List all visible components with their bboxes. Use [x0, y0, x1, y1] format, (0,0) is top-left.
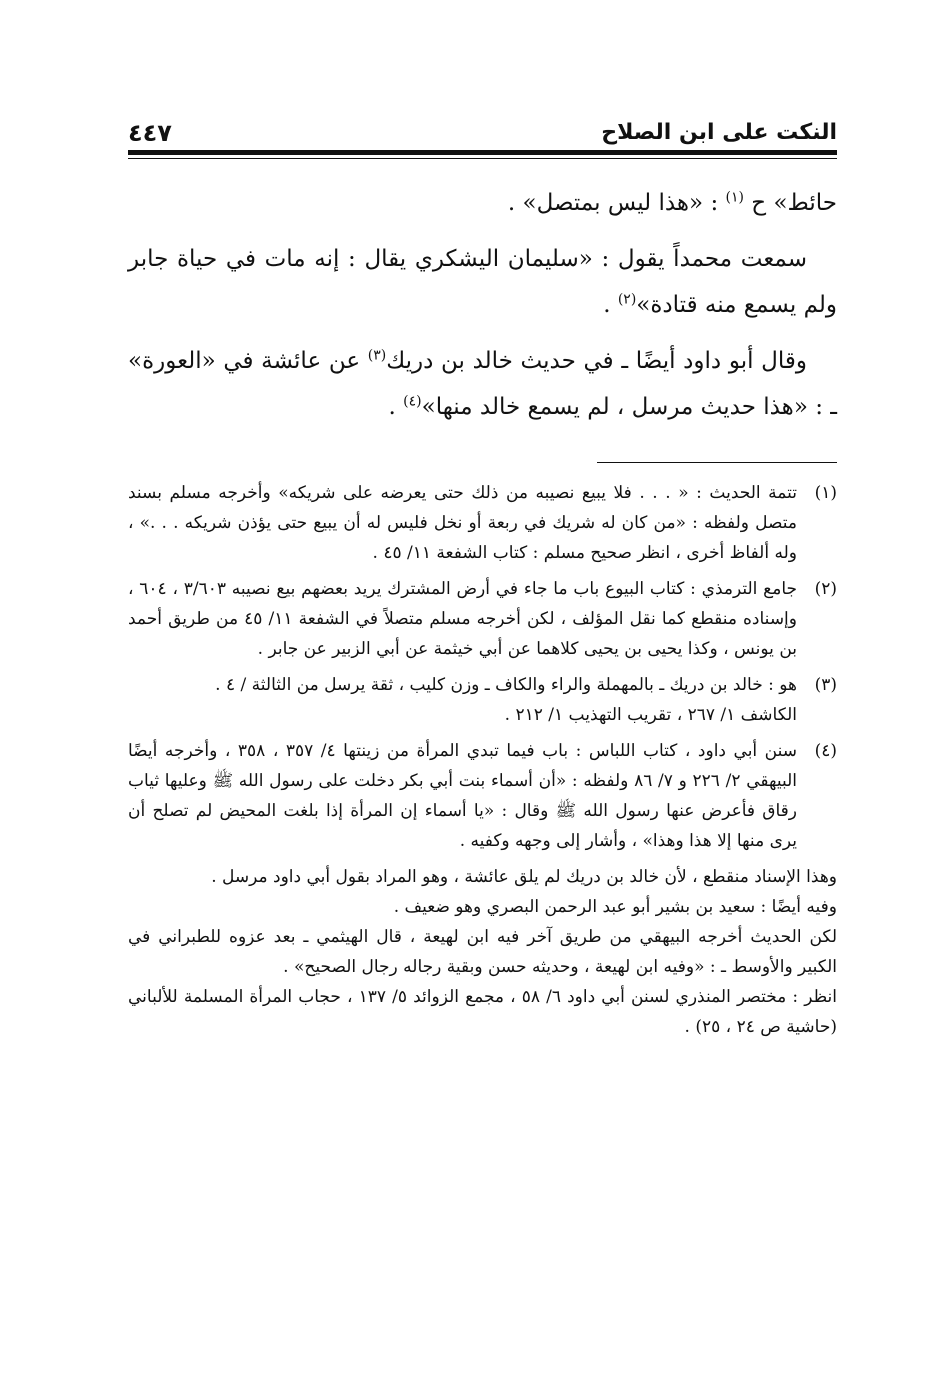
footnote-3 [128, 670, 837, 730]
page-number: ٤٤٧ [128, 119, 172, 147]
paragraph-2-text: سمعت محمداً يقول : «سليمان اليشكري يقال : إنه مات في حياة جابر ولم يسمع منه قتادة» [128, 246, 837, 318]
main-text [128, 180, 837, 440]
footnote-ref-1: (١) [725, 189, 744, 206]
footnote-ref-3: (٣) [367, 347, 387, 364]
continuation-line-2: وفيه أيضًا : سعيد بن بشير أبو عبد الرحمن البصري وهو ضعيف . [393, 897, 837, 917]
footnote-text-line-1: هو : خالد بن دريك ـ بالمهملة والراء والكاف ـ وزن كليب ، ثقة يرسل من الثالثة / ٤ . [215, 675, 797, 695]
paragraph-3-text-end: . [388, 394, 404, 420]
header-rule-thick [128, 150, 837, 155]
footnote-text: تتمة الحديث : « . . . فلا يبيع نصيبه من ذلك حتى يعرضه على شريكه» وأخرجه مسلم بسند متصل ولفظه : «من كان له شريك في ربعة أو نخل فليس له أن يبيع حتى يؤذن شريكه . . .» ، وله ألفاظ أخرى ، انظر صحيح مسلم : كتاب الشفعة ١١/ ٤٥ . [128, 483, 797, 563]
page-header [128, 108, 837, 148]
paragraph-3 [128, 338, 837, 430]
continuation-line-3: لكن الحديث أخرجه البيهقي من طريق آخر فيه ابن لهيعة ، قال الهيثمي ـ بعد عزوه للطبراني في الكبير والأوسط ـ : «وفيه ابن لهيعة ، وحديثه حسن وبقية رجاله رجال الصحيح» . [128, 927, 837, 977]
paragraph-3-text-mid: عن عائشة في «العورة» ـ : «هذا حديث مرسل ، لم يسمع خالد منها» [128, 348, 837, 420]
footnote-ref-4: (٤) [403, 393, 422, 410]
footnote-number: (١) [814, 483, 837, 503]
paragraph-3-text: وقال أبو داود أيضًا ـ في حديث خالد بن دريك [386, 348, 807, 374]
footnote-number: (٤) [814, 741, 837, 761]
footnote-4 [128, 736, 837, 856]
footnote-separator [597, 462, 837, 463]
continuation-line-1: وهذا الإسناد منقطع ، لأن خالد بن دريك لم يلق عائشة ، وهو المراد بقول أبي داود مرسل . [211, 867, 837, 887]
footnote-text: جامع الترمذي : كتاب البيوع باب ما جاء في أرض المشترك يريد بعضهم بيع نصيبه ٣/٦٠٣ ، ٦٠٤ ، وإسناده منقطع كما نقل المؤلف ، لكن أخرجه مسلم متصلاً في الشفعة ١١/ ٤٥ من طريق أحمد بن يونس ، وكذا يحيى بن يحيى كلاهما عن أبي خيثمة عن أبي الزبير عن جابر . [128, 579, 798, 659]
footnote-ref-2: (٢) [617, 291, 637, 308]
paragraph-2-text-end: . [603, 292, 618, 318]
footnote-text: سنن أبي داود ، كتاب اللباس : باب فيما تبدي المرأة من زينتها ٤/ ٣٥٧ ، ٣٥٨ ، وأخرجه أيضًا البيهقي ٢/ ٢٢٦ و ٧/ ٨٦ ولفظه : «أن أسماء بنت أبي بكر دخلت على رسول الله ﷺ وعليها ثياب رقاق فأعرض عنها رسول الله ﷺ وقال : «يا أسماء إن المرأة إذا بلغت المحيض لم تصلح أن يرى منها إلا هذا وهذا» ، وأشار إلى وجهه وكفيه . [128, 741, 797, 851]
footnote-2 [128, 574, 837, 664]
paragraph-1 [128, 180, 837, 226]
footnote-number: (٣) [814, 675, 837, 695]
running-title: النكت على ابن الصلاح [601, 120, 837, 145]
header-rule-thin [128, 158, 837, 159]
continuation-line-4: انظر : مختصر المنذري لسنن أبي داود ٦/ ٥٨ ، مجمع الزوائد ٥/ ١٣٧ ، حجاب المرأة المسلمة للألباني (حاشية ص ٢٤ ، ٢٥) . [128, 987, 837, 1037]
footnote-number: (٢) [814, 579, 837, 599]
footnote-4-continuation [128, 862, 837, 1042]
paragraph-1-text: حائط» ح [751, 190, 837, 216]
footnote-1 [128, 478, 837, 568]
footnote-text-line-2: الكاشف ١/ ٢٦٧ ، تقريب التهذيب ١/ ٢١٢ . [504, 705, 797, 725]
paragraph-2 [128, 236, 837, 328]
paragraph-1-text-end: : «هذا ليس بمتصل» . [507, 190, 719, 216]
footnotes [128, 478, 837, 1042]
